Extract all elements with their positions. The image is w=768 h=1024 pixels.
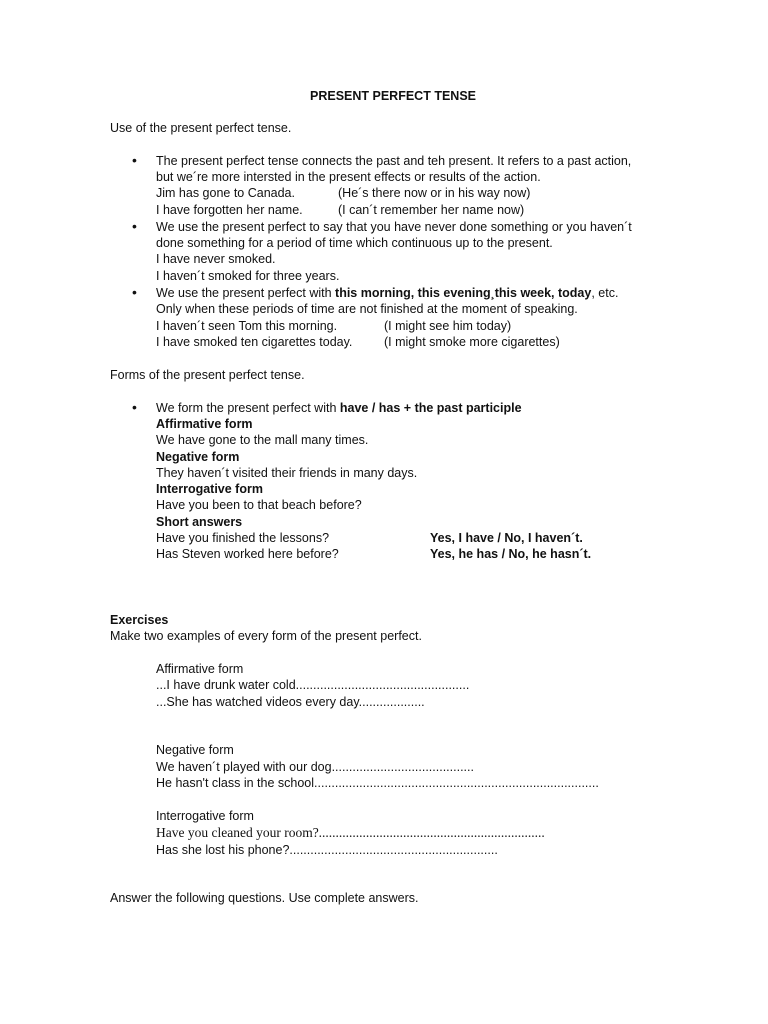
bullet-icon: • — [132, 218, 137, 234]
use-heading: Use of the present perfect tense. — [110, 121, 292, 135]
use-bullet2-example2: I haven´t smoked for three years. — [156, 269, 340, 283]
forms-affirmative-example: We have gone to the mall many times. — [156, 433, 369, 447]
forms-short-answer-question2: Has Steven worked here before? — [156, 547, 339, 561]
exercise-negative-label: Negative form — [156, 743, 234, 757]
use-bullet1-example2-note: (I can´t remember her name now) — [338, 203, 525, 217]
exercise-negative-answer2: He hasn't class in the school.................................................................................. — [156, 776, 599, 790]
exercises-heading: Exercises — [110, 613, 169, 627]
use-bullet2-line2: done something for a period of time which continuous up to the present. — [156, 236, 553, 250]
use-bullet3-example1-note: (I might see him today) — [384, 319, 512, 333]
forms-short-answer-answer2: Yes, he has / No, he hasn´t. — [430, 547, 592, 561]
bullet-icon: • — [132, 152, 137, 168]
use-bullet3-example2: I have smoked ten cigarettes today. — [156, 335, 353, 349]
use-bullet3-time-expressions: this morning, this evening¸this week, today — [335, 286, 592, 300]
use-bullet1-line2: but we´re more intersted in the present effects or results of the action. — [156, 170, 541, 184]
forms-short-answers-label: Short answers — [156, 515, 243, 529]
use-bullet3-line2: Only when these periods of time are not finished at the moment of speaking. — [156, 302, 578, 316]
use-bullet2-example1: I have never smoked. — [156, 252, 276, 266]
forms-intro — [156, 400, 522, 416]
exercises-instruction: Make two examples of every form of the present perfect. — [110, 629, 422, 643]
forms-short-answer-answer1: Yes, I have / No, I haven´t. — [430, 531, 583, 545]
use-bullet1-example2: I have forgotten her name. — [156, 203, 303, 217]
exercise-affirmative-label: Affirmative form — [156, 662, 244, 676]
bullet-icon: • — [132, 284, 137, 300]
use-bullet3-example1: I haven´t seen Tom this morning. — [156, 319, 338, 333]
forms-heading: Forms of the present perfect tense. — [110, 368, 305, 382]
forms-intro-rule: have / has + the past participle — [339, 401, 522, 415]
use-bullet3-example2-note: (I might smoke more cigarettes) — [384, 335, 560, 349]
answer-questions-heading: Answer the following questions. Use complete answers. — [110, 891, 419, 905]
forms-interrogative-example: Have you been to that beach before? — [156, 498, 362, 512]
page-title: PRESENT PERFECT TENSE — [310, 89, 476, 103]
exercise-interrogative-answer1: Have you cleaned your room?................................................................... — [156, 825, 545, 840]
exercise-interrogative-answer2: Has she lost his phone?............................................................ — [156, 843, 498, 857]
use-bullet1-line1: The present perfect tense connects the past and teh present. It refers to a past action, — [156, 154, 632, 168]
exercise-negative-answer1: We haven´t played with our dog......................................... — [156, 760, 474, 774]
forms-negative-label: Negative form — [156, 450, 240, 464]
exercise-affirmative-answer1: ...I have drunk water cold.................................................. — [156, 678, 470, 692]
forms-intro-start: We form the present perfect with — [156, 401, 340, 415]
bullet-icon: • — [132, 399, 137, 415]
forms-affirmative-label: Affirmative form — [156, 417, 253, 431]
forms-short-answer-question1: Have you finished the lessons? — [156, 531, 330, 545]
exercise-interrogative-label: Interrogative form — [156, 809, 254, 823]
use-bullet3-line1 — [156, 285, 618, 301]
forms-interrogative-label: Interrogative form — [156, 482, 263, 496]
use-bullet2-line1: We use the present perfect to say that you have never done something or you haven´t — [156, 220, 632, 234]
use-bullet1-example1-note: (He´s there now or in his way now) — [338, 186, 531, 200]
use-bullet1-example1: Jim has gone to Canada. — [156, 186, 295, 200]
forms-negative-example: They haven´t visited their friends in many days. — [156, 466, 418, 480]
exercise-affirmative-answer2: ...She has watched videos every day................... — [156, 695, 425, 709]
use-bullet3-line1-start: We use the present perfect with — [156, 286, 336, 300]
use-bullet3-line1-end: , etc. — [591, 286, 619, 300]
